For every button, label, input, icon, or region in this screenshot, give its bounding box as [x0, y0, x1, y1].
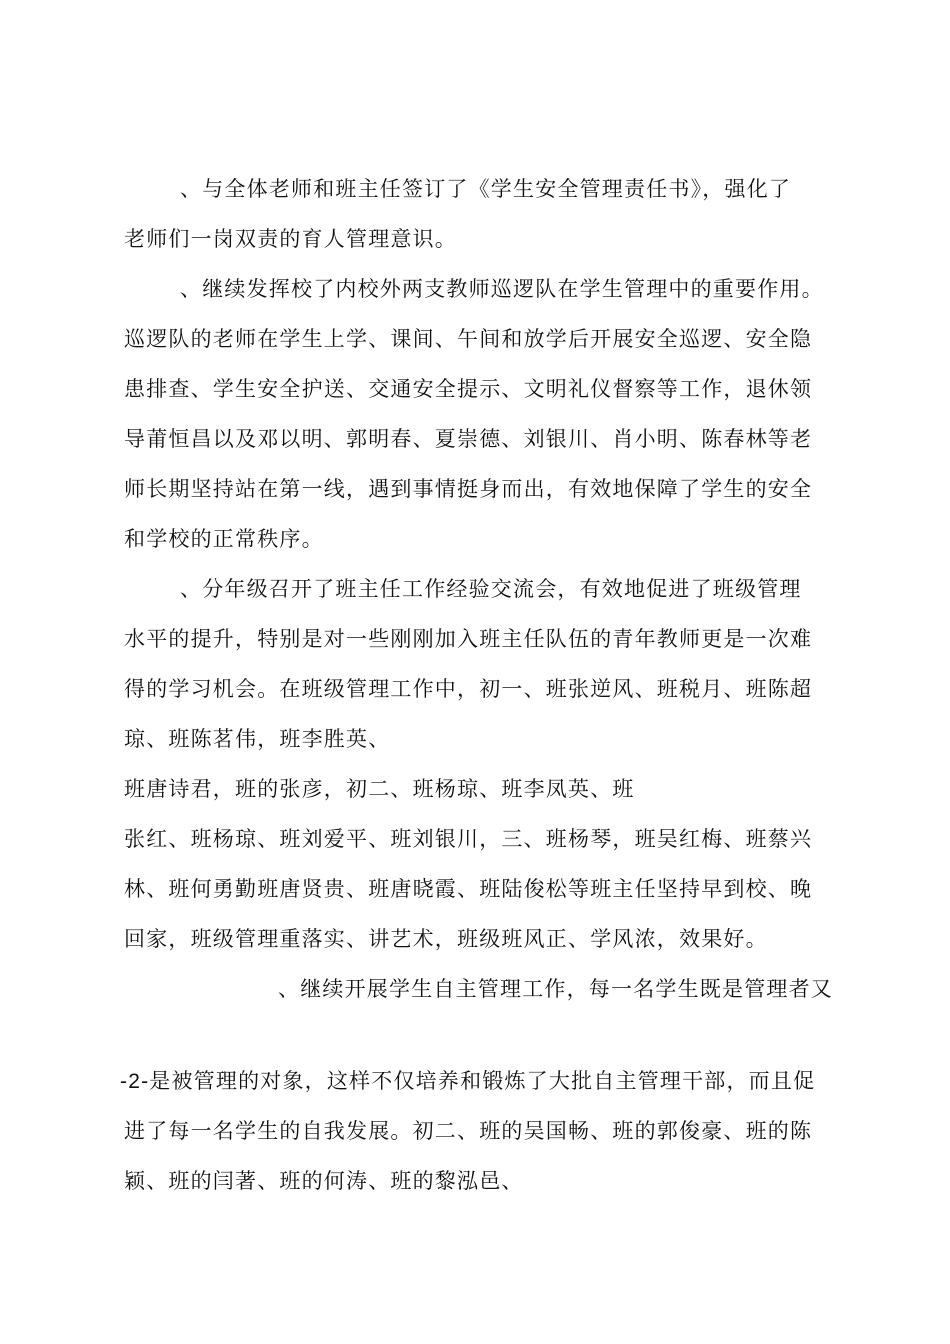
paragraph-line: 和学校的正常秩序。	[124, 527, 324, 551]
paragraph-line: 导莆恒昌以及邓以明、郭明春、夏崇德、刘银川、肖小明、陈春林等老	[124, 427, 813, 451]
paragraph-line: 、继续开展学生自主管理工作，每一名学生既是管理者又	[278, 977, 833, 1001]
paragraph-line: 是被管理的对象，这样不仅培养和锻炼了大批自主管理干部，而且促	[149, 1069, 816, 1093]
paragraph-line: 林、班何勇勤班唐贤贵、班唐晓霞、班陆俊松等班主任坚持早到校、晚	[124, 877, 813, 901]
paragraph-line: 琼、班陈茗伟，班李胜英、	[124, 727, 391, 751]
paragraph-line: 班唐诗君，班的张彦，初二、班杨琼、班李凤英、班	[124, 777, 635, 801]
paragraph-line: 得的学习机会。在班级管理工作中，初一、班张逆风、班税月、班陈超	[124, 677, 813, 701]
paragraph-line: 水平的提升，特别是对一些刚刚加入班主任队伍的青年教师更是一次难	[124, 627, 813, 651]
paragraph-line: 、继续发挥校了内校外两支教师巡逻队在学生管理中的重要作用。	[180, 277, 824, 301]
paragraph-line: 进了每一名学生的自我发展。初二、班的吴国畅、班的郭俊豪、班的陈	[124, 1119, 813, 1143]
page-break-line	[120, 1066, 815, 1097]
paragraph-line: 张红、班杨琼、班刘爱平、班刘银川，三、班杨琴，班吴红梅、班蔡兴	[124, 827, 813, 851]
page-number: -2-	[120, 1070, 150, 1093]
paragraph-line: 、分年级召开了班主任工作经验交流会，有效地促进了班级管理	[180, 577, 802, 601]
paragraph-line: 巡逻队的老师在学生上学、课间、午间和放学后开展安全巡逻、安全隐	[124, 327, 813, 351]
paragraph-line: 老师们一岗双责的育人管理意识。	[124, 227, 457, 251]
paragraph-line: 、与全体老师和班主任签订了《学生安全管理责任书》，强化了	[180, 177, 792, 201]
paragraph-line: 颖、班的闫著、班的何涛、班的黎泓邑、	[124, 1169, 524, 1193]
paragraph-line: 患排查、学生安全护送、交通安全提示、文明礼仪督察等工作，退休领	[124, 377, 813, 401]
paragraph-line: 回家，班级管理重落实、讲艺术，班级班风正、学风浓，效果好。	[124, 927, 768, 951]
paragraph-line: 师长期坚持站在第一线，遇到事情挺身而出，有效地保障了学生的安全	[124, 477, 813, 501]
